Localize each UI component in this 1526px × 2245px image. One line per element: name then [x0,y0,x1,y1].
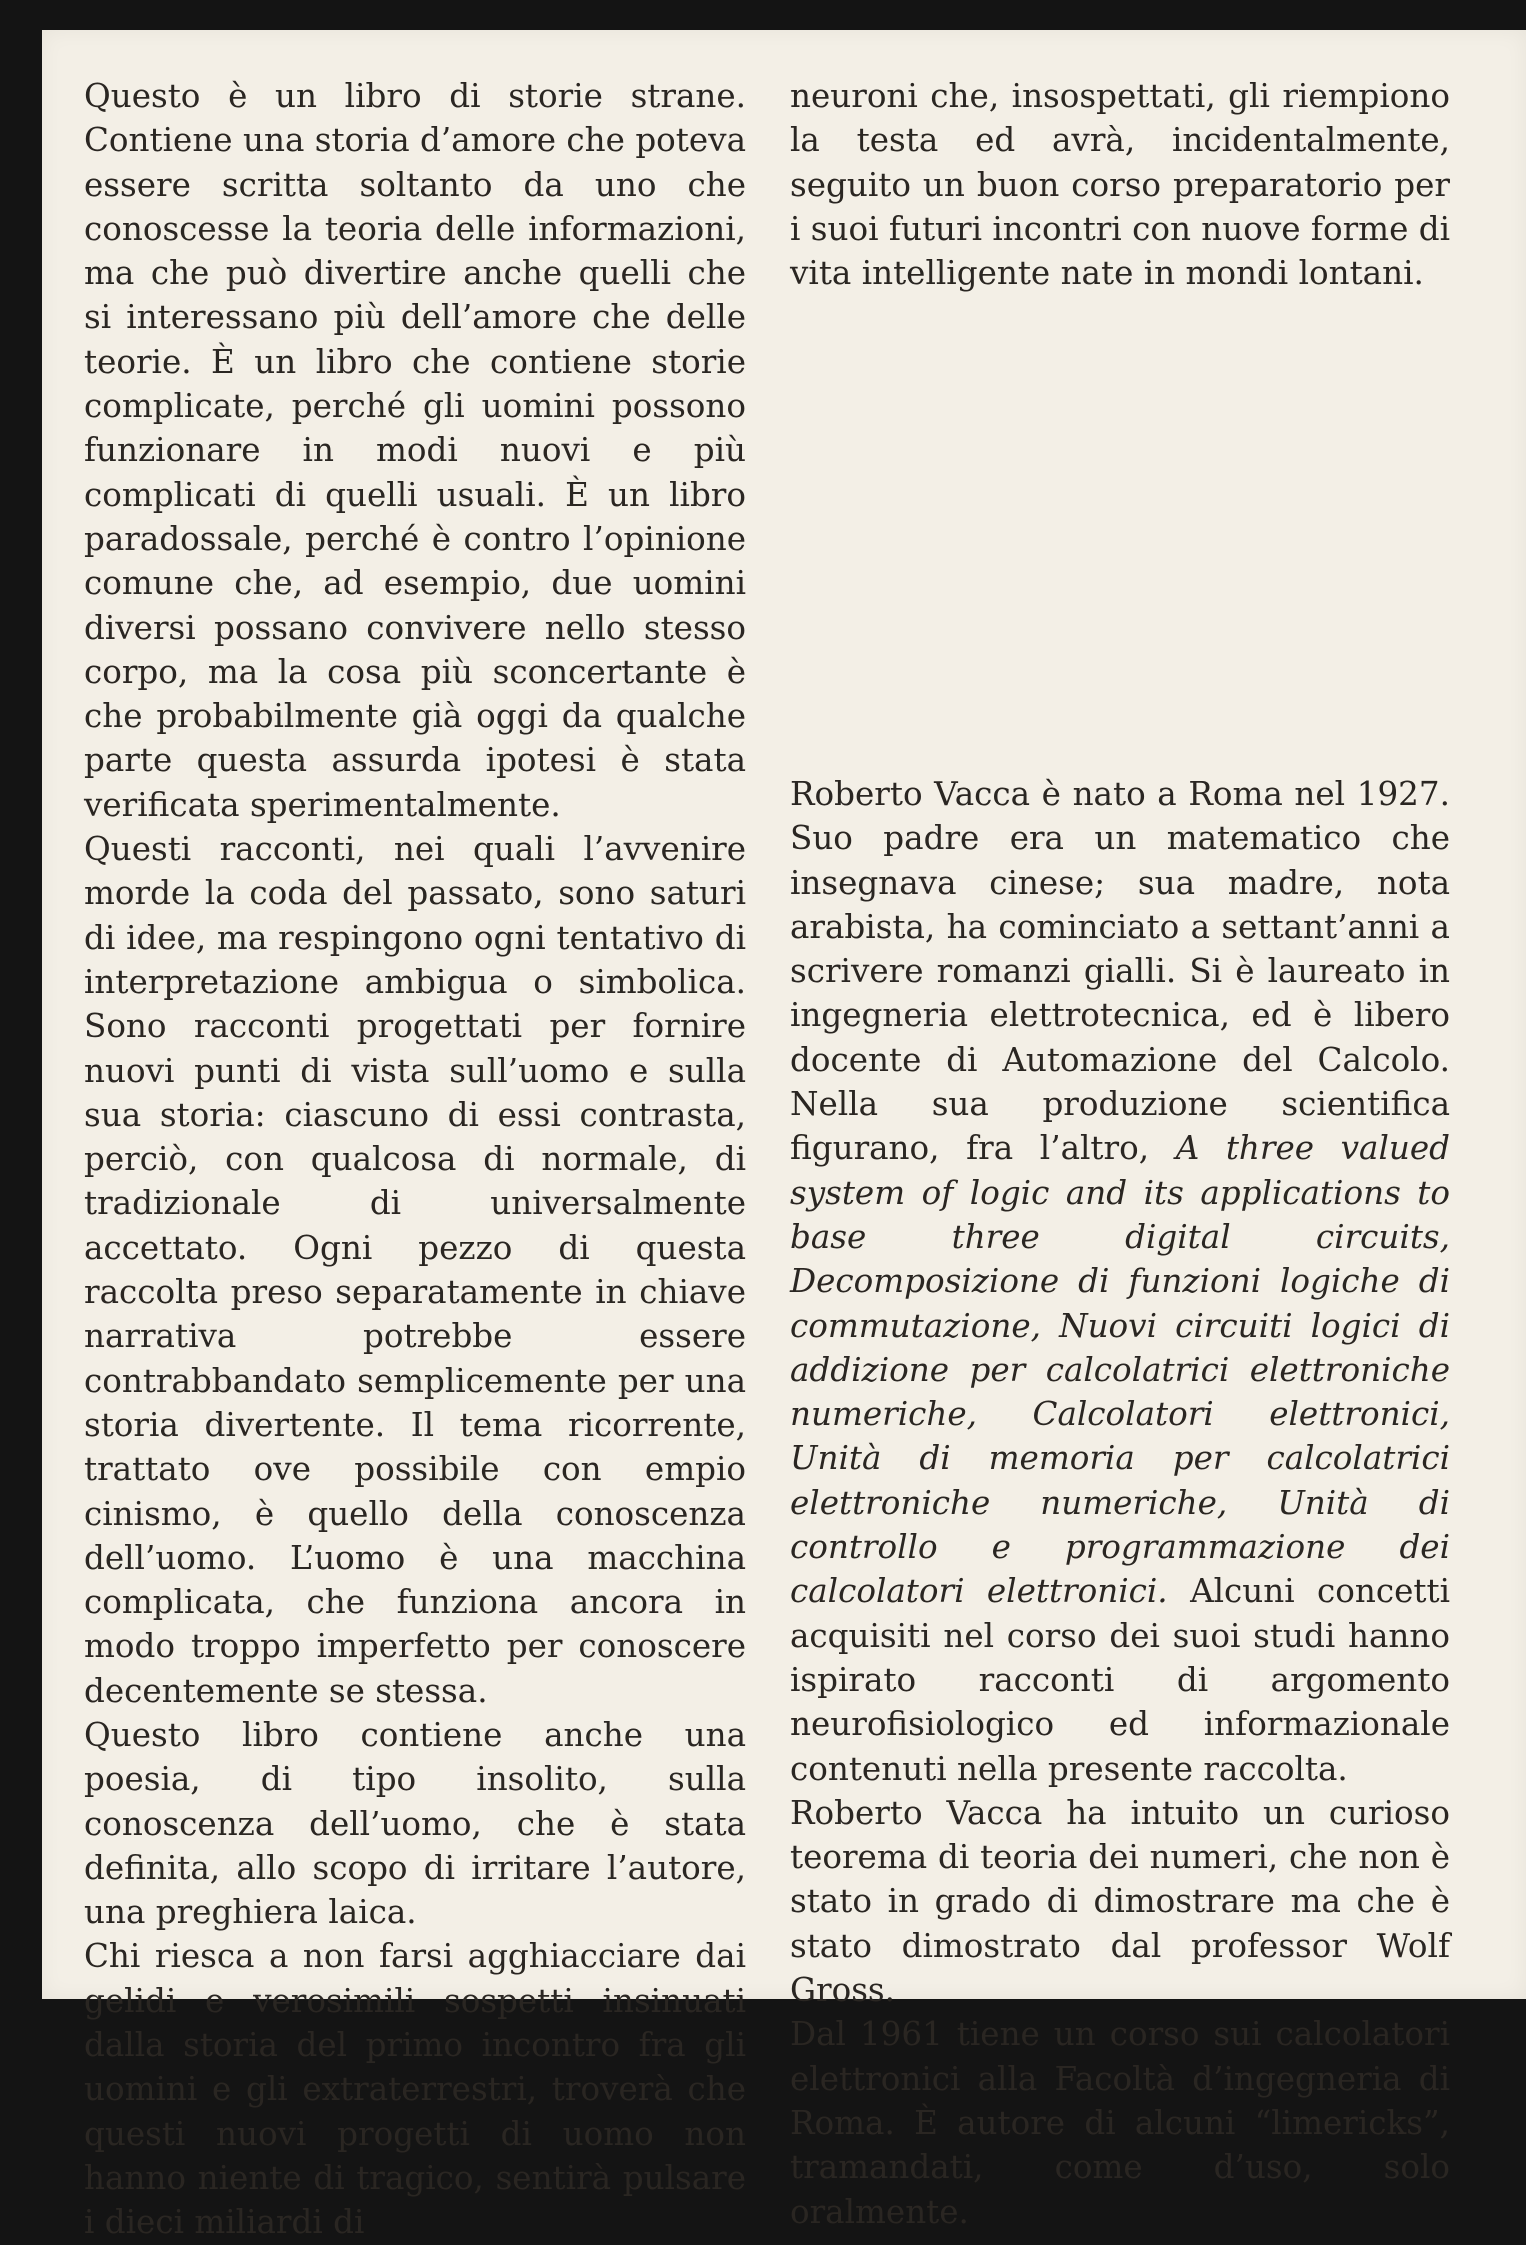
author-bio [790,772,1450,2234]
paragraph-poem: Questo libro contiene anche una poesia, di tipo insolito, sulla conoscenza dell’uomo, che è stata definita, allo scopo di irritare l’autore, una preghiera laica. [84,1715,746,1932]
bio-intro: Roberto Vacca è nato a Roma nel 1927. Suo padre era un matematico che insegnava cinese; sua madre, nota arabista, ha cominciato a settant’anni a scrivere romanzi gialli. Si è laureato in ingegneria elettrotecnica, ed è libero docente di Automazione del Calcolo. Nella sua produzione scientifica figurano, fra l’altro, [790,775,1450,1168]
book-back-cover [42,30,1526,2242]
bio-rest: Alcuni concetti acquisiti nel corso dei suoi studi hanno ispirato racconti di argomento neurofisiologico ed informazionale contenuti nella presente raccolta. [790,1572,1450,1788]
paragraph-course: Dal 1961 tiene un corso sui calcolatori elettronici alla Facoltà d’ingegneria di Roma. È autore di alcuni “limericks”, tramandati, come d’uso, solo oralmente. [790,2015,1450,2231]
bio-publication-titles: A three valued system of logic and its applications to base three digital circuits, Decomposizione di funzioni logiche di commutazione, Nuovi circuiti logici di addizione per calcolatrici elettroniche numeriche, Calcolatori elettronici, Unità di memoria per calcolatrici elettroniche numeriche, Unità di controllo e programmazione dei calcolatori elettronici. [790,1129,1451,1611]
left-column [84,74,746,2245]
paragraph-continuation: neuroni che, insospettati, gli riempiono la testa ed avrà, incidentalmente, seguito un buon corso preparatorio per i suoi futuri incontri con nuove forme di vita intelligente nate in mondi lontani. [790,77,1450,293]
paragraph-extraterrestrials: Chi riesca a non farsi agghiacciare dai gelidi e verosimili sospetti insinuati dalla storia del primo incontro fra gli uomini e gli extraterrestri, troverà che questi nuovi progetti di uomo non hanno niente di tragico, sentirà pulsare i dieci miliardi di [84,1937,746,2242]
paragraph-theorem: Roberto Vacca ha intuito un curioso teorema di teoria dei numeri, che non è stato in grado di dimostrare ma che è stato dimostrato dal professor Wolf Gross. [790,1793,1450,2010]
right-column-top [790,74,1450,295]
paragraph-stories: Questi racconti, nei quali l’avvenire morde la coda del passato, sono saturi di idee, ma respingono ogni tentativo di interpretazione ambigua o simbolica. Sono racconti progettati per fornire nuovi punti di vista sull’uomo e sulla sua storia: ciascuno di essi contrasta, perciò, con qualcosa di normale, di tradizionale di universalmente accettato. Ogni pezzo di questa raccolta preso separatamente in chiave narrativa potrebbe essere contrabbandato semplicemente per una storia divertente. Il tema ricorrente, trattato ove possibile con empio cinismo, è quello della conoscenza dell’uomo. L’uomo è una macchina complicata, che funziona ancora in modo troppo imperfetto per conoscere decentemente se stessa. [84,830,746,1710]
paragraph-intro: Questo è un libro di storie strane. Contiene una storia d’amore che poteva essere scritta soltanto da uno che conoscesse la teoria delle informazioni, ma che può divertire anche quelli che si interessano più dell’amore che delle teorie. È un libro che contiene storie complicate, perché gli uomini possono funzionare in modi nuovi e più complicati di quelli usuali. È un libro paradossale, perché è contro l’opinione comune che, ad esempio, due uomini diversi possano convivere nello stesso corpo, ma la cosa più sconcertante è che probabilmente già oggi da qualche parte questa assurda ipotesi è stata verificata sperimentalmente. [84,77,746,824]
bio-paragraph [790,772,1450,1791]
